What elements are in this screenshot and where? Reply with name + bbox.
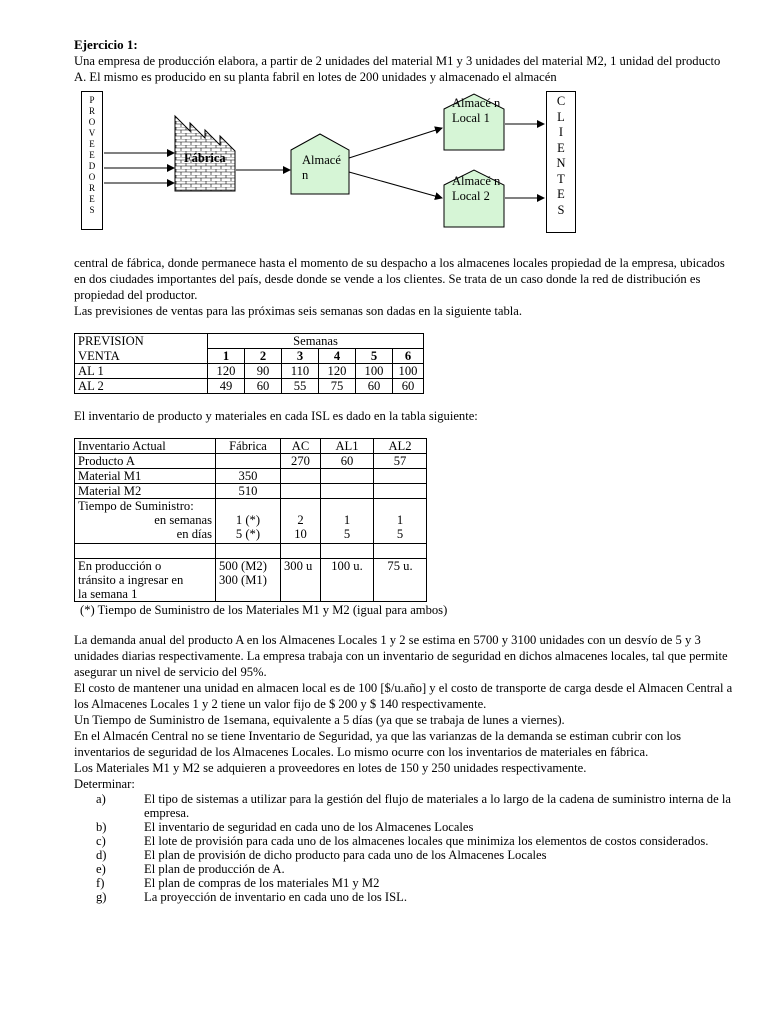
table-row <box>75 559 427 602</box>
clientes-box <box>546 91 576 233</box>
forecast-table <box>74 333 424 394</box>
proveedores-letter: S <box>89 205 95 215</box>
inv-header: AC <box>281 439 321 454</box>
clientes-letter: E <box>557 140 565 155</box>
clientes-letter: N <box>556 156 566 170</box>
local1-label: Almacé n Local 1 <box>452 96 501 125</box>
cell <box>216 499 281 544</box>
forecast-header-1: PREVISION <box>75 334 208 349</box>
forecast-header-2: VENTA <box>75 349 208 364</box>
cell: 120 <box>208 364 245 379</box>
week-2: 2 <box>245 349 282 364</box>
exercise-title: Ejercicio 1: <box>74 37 138 52</box>
prod-al1: 100 u. <box>321 559 374 602</box>
list-text: El plan de provisión de dicho producto para cada uno de los Almacenes Locales <box>144 848 547 862</box>
inv-header: Fábrica <box>216 439 281 454</box>
list-key: a) <box>96 792 106 806</box>
ts-dias-al2: 5 <box>396 527 404 541</box>
diagram-graphics <box>74 91 694 251</box>
ts-dias-ac: 10 <box>294 527 307 541</box>
paragraph-6: El costo de mantener una unidad en almacen local es de 100 [$/u.año] y el costo de transporte de carga desde el Almacen Central a los Almacenes Locales 1 y 2 tiene un valor fijo de $ 200 y $ 140 respectivamente. <box>74 681 733 711</box>
clientes-letter: S <box>557 202 565 217</box>
ts-dias-label: en días <box>176 527 212 541</box>
footnote: (*) Tiempo de Suministro de los Materiales M1 y M2 (igual para ambos) <box>80 603 448 617</box>
prod-ac: 300 u <box>281 559 321 602</box>
proveedores-letter: E <box>89 150 95 160</box>
list-item <box>74 890 734 904</box>
list-item <box>74 876 734 890</box>
table-row <box>75 484 427 499</box>
table-row <box>75 454 427 469</box>
cell <box>374 499 427 544</box>
document-page <box>74 37 734 904</box>
cell: 120 <box>319 364 356 379</box>
cell <box>321 469 374 484</box>
prod-label-line: En producción o <box>78 559 162 573</box>
list-key: f) <box>96 876 105 890</box>
row-label: AL 2 <box>75 379 208 394</box>
inv-header: AL2 <box>374 439 427 454</box>
proveedores-letter: R <box>88 183 95 193</box>
cell: 90 <box>245 364 282 379</box>
ts-semanas-al1: 1 <box>343 513 351 527</box>
row-label: Producto A <box>75 454 216 469</box>
cell <box>321 499 374 544</box>
paragraph-2: central de fábrica, donde permanece hasta el momento de su despacho a los almacenes locales propiedad de la empresa, ubicados en dos ciudades importantes del país, desde donde se vende a los clientes. Se trata de un caso donde la red de distribución es propiedad del productor. <box>74 256 725 302</box>
cell <box>216 454 281 469</box>
ts-label: Tiempo de Suministro: <box>78 499 194 513</box>
row-label: Material M1 <box>75 469 216 484</box>
list-item <box>74 834 734 848</box>
week-1: 1 <box>208 349 245 364</box>
almacen-label: Almacé n <box>302 153 341 182</box>
prod-label-line: la semana 1 <box>78 587 138 601</box>
proveedores-letter: V <box>88 128 96 138</box>
week-3: 3 <box>282 349 319 364</box>
clientes-letter: T <box>557 171 565 186</box>
prod-label-line: tránsito a ingresar en <box>78 573 184 587</box>
list-item <box>74 848 734 862</box>
inv-header: AL1 <box>321 439 374 454</box>
clientes-letter: C <box>556 94 566 108</box>
ts-label-cell <box>75 499 216 544</box>
cell <box>281 499 321 544</box>
cell <box>374 469 427 484</box>
prod-label-cell <box>75 559 216 602</box>
table-row <box>75 364 424 379</box>
cell: 55 <box>282 379 319 394</box>
table-row <box>75 379 424 394</box>
paragraph-5: La demanda anual del producto A en los Almacenes Locales 1 y 2 se estima en 5700 y 3100 unidades con un desvío de 5 y 3 unidades diarias respectivamente. La empresa trabaja con un inventario de seguridad en dichos almacenes locales, tal que permite asegurar un nivel de servicio del 95%. <box>74 633 728 679</box>
cell: 60 <box>356 379 393 394</box>
determinar-label: Determinar: <box>74 777 135 791</box>
clientes-letter: E <box>557 187 565 201</box>
ts-semanas-ac: 2 <box>297 513 304 527</box>
local2-label: Almacé n Local 2 <box>452 174 501 203</box>
week-6: 6 <box>393 349 424 364</box>
inv-header: Inventario Actual <box>75 439 216 454</box>
cell <box>321 484 374 499</box>
list-key: e) <box>96 862 106 876</box>
list-text: El tipo de sistemas a utilizar para la gestión del flujo de materiales a lo largo de la cadena de suministro interna de la empresa. <box>144 792 731 820</box>
cell: 75 <box>319 379 356 394</box>
list-key: g) <box>96 890 107 904</box>
paragraph-9: Los Materiales M1 y M2 se adquieren a proveedores en lotes de 150 y 250 unidades respectivamente. <box>74 761 587 775</box>
ts-semanas-label: en semanas <box>154 513 212 527</box>
ts-dias-al1: 5 <box>343 527 351 541</box>
ts-semanas-al2: 1 <box>396 513 404 527</box>
inventory-table <box>74 438 427 602</box>
cell: 270 <box>281 454 321 469</box>
paragraph-7: Un Tiempo de Suministro de 1semana, equivalente a 5 días (ya que se trabaja de lunes a viernes). <box>74 713 565 727</box>
cell <box>281 469 321 484</box>
row-label: AL 1 <box>75 364 208 379</box>
prod-fabrica-m1: 300 (M1) <box>219 573 267 587</box>
cell <box>374 484 427 499</box>
list-text: El lote de provisión para cada uno de los almacenes locales que minimiza los elementos de costos considerados. <box>144 834 709 848</box>
cell: 60 <box>393 379 424 394</box>
proveedores-box <box>81 91 103 230</box>
cell: 100 <box>356 364 393 379</box>
week-5: 5 <box>356 349 393 364</box>
list-item <box>74 792 734 820</box>
proveedores-letter: D <box>88 161 96 171</box>
fabrica-label: Fábrica <box>184 151 226 165</box>
cell: 350 <box>216 469 281 484</box>
forecast-semanas: Semanas <box>208 334 424 349</box>
clientes-letters <box>547 94 575 218</box>
table-row <box>75 469 427 484</box>
prod-fabrica-m2: 500 (M2) <box>219 559 267 573</box>
cell: 100 <box>393 364 424 379</box>
proveedores-letter: O <box>88 172 96 182</box>
proveedores-letters <box>82 95 102 216</box>
table-row <box>75 499 427 544</box>
paragraph-4: El inventario de producto y materiales en cada ISL es dado en la tabla siguiente: <box>74 409 478 423</box>
paragraph-3: Las previsiones de ventas para las próximas seis semanas son dadas en la siguiente tabla. <box>74 304 523 318</box>
week-4: 4 <box>319 349 356 364</box>
cell <box>216 559 281 602</box>
cell <box>281 484 321 499</box>
cell: 510 <box>216 484 281 499</box>
prod-al2: 75 u. <box>374 559 427 602</box>
proveedores-letter: R <box>88 106 95 116</box>
supply-chain-diagram <box>74 91 694 251</box>
cell: 60 <box>321 454 374 469</box>
list-text: El plan de producción de A. <box>144 862 285 876</box>
list-key: d) <box>96 848 107 862</box>
cell: 110 <box>282 364 319 379</box>
clientes-letter: I <box>558 125 564 139</box>
list-text: El inventario de seguridad en cada uno de los Almacenes Locales <box>144 820 474 834</box>
paragraph-8: En el Almacén Central no se tiene Inventario de Seguridad, ya que las varianzas de la demanda se estiman cubrir con los inventarios de seguridad de los Almacenes Locales. Lo mismo ocurre con los inventarios de materiales en fábrica. <box>74 729 682 759</box>
list-key: c) <box>96 834 106 848</box>
cell: 60 <box>245 379 282 394</box>
cell: 49 <box>208 379 245 394</box>
proveedores-letter: P <box>89 95 95 105</box>
ts-semanas-fabrica: 1 (*) <box>235 513 261 527</box>
proveedores-letter: E <box>89 139 95 149</box>
list-text: El plan de compras de los materiales M1 y M2 <box>144 876 380 890</box>
list-item <box>74 862 734 876</box>
cell: 57 <box>374 454 427 469</box>
proveedores-letter: E <box>89 194 95 204</box>
task-list <box>74 792 734 904</box>
list-text: La proyección de inventario en cada uno de los ISL. <box>144 890 407 904</box>
table-row <box>75 544 427 559</box>
intro-paragraph: Una empresa de producción elabora, a partir de 2 unidades del material M1 y 3 unidades del material M2, 1 unidad del producto A. El mismo es producido en su planta fabril en lotes de 200 unidades y almacenado el almacén <box>74 54 721 84</box>
list-item <box>74 820 734 834</box>
list-key: b) <box>96 820 107 834</box>
proveedores-letter: O <box>88 117 96 127</box>
row-label: Material M2 <box>75 484 216 499</box>
clientes-letter: L <box>557 109 565 124</box>
ts-dias-fabrica: 5 (*) <box>235 527 261 541</box>
